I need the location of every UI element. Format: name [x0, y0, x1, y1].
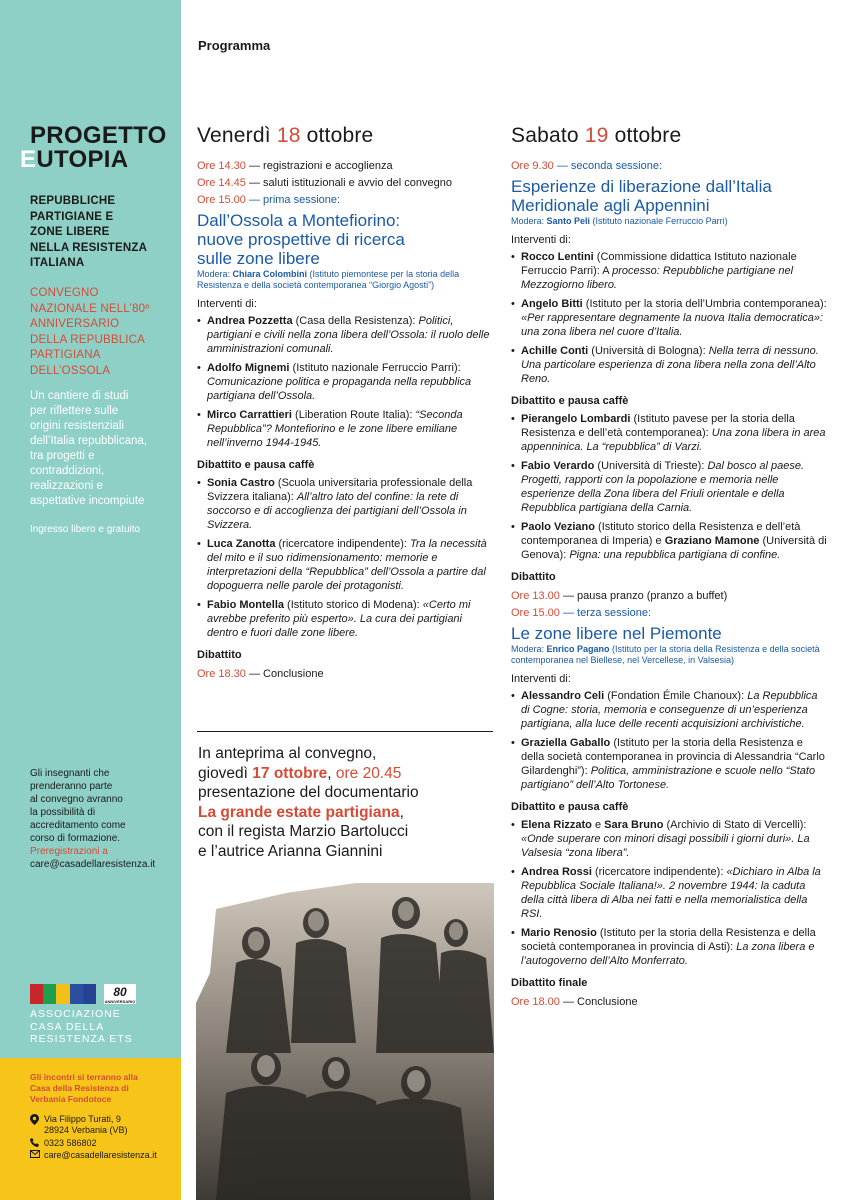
- break-label: Dibattito e pausa caffè: [511, 395, 629, 407]
- closing-line: Ore 18.00 — Conclusione: [511, 996, 638, 1008]
- session-line: Ore 15.00 — terza sessione:: [511, 607, 652, 619]
- moderator: Modera: Chiara Colombini (Istituto piemontese per la storia della Resistenza e della società contemporanea “Giorgio Agosti”): [197, 269, 460, 290]
- debate-label: Dibattito: [197, 649, 242, 661]
- lunch-line: Ore 13.00 — pausa pranzo (pranzo a buffet): [511, 590, 728, 602]
- partisans-group-photo: [196, 883, 494, 1200]
- final-debate-label: Dibattito finale: [511, 977, 588, 989]
- session-title: Le zone libere nel Piemonte: [511, 624, 722, 643]
- saturday-date: Sabato 19 ottobre: [511, 124, 682, 147]
- saturday-column: [511, 124, 829, 1011]
- speakers-label: Interventi di:: [197, 298, 257, 310]
- association-name: ASSOCIAZIONE CASA DELLA RESISTENZA ETS: [30, 1008, 133, 1045]
- contact-address: Via Filippo Turati, 9 28924 Verbania (VB): [30, 1114, 180, 1136]
- flags-logo: [30, 984, 96, 1004]
- talk-item: • Graziella Gaballo (Istituto per la storia della Resistenza e della società contemporanea in provincia di Alessandria “Carlo Gilardenghi”): Politica, amministrazione e scuole nello “Stato partigiano” dell’Alto Tortonese.: [511, 737, 825, 791]
- moderator: Modera: Santo Peli (Istituto nazionale Ferruccio Parri): [511, 216, 728, 226]
- contact-phone: 0323 586802: [30, 1138, 180, 1150]
- debate-label: Dibattito: [511, 571, 556, 583]
- schedule-line: Ore 14.45 — saluti istituzionali e avvio del convegno: [197, 177, 452, 189]
- talk-item: • Andrea Pozzetta (Casa della Resistenza): Politici, partigiani e civili nella zona libera dell’Ossola: il ruolo delle amministrazioni comunali.: [197, 315, 490, 355]
- brand-line2: UTOPIA: [36, 146, 129, 173]
- documentary-title: La grande estate partigiana: [198, 803, 400, 821]
- break-label: Dibattito e pausa caffè: [511, 801, 629, 813]
- section-divider: [197, 731, 493, 732]
- talk-item: • Angelo Bitti (Istituto per la storia dell’Umbria contemporanea): «Per rappresentare degnamente la nuova Italia democratica»: una zona libera nel cuore d’Italia.: [511, 298, 827, 338]
- schedule-line: Ore 14.30 — registrazioni e accoglienza: [197, 160, 393, 172]
- talk-item: • Sonia Castro (Scuola universitaria professionale della Svizzera italiana): All’altro lato del confine: la rete di soccorso e di accoglienza dei partigiani dell’Ossola in Svizzera.: [197, 477, 473, 531]
- anniversary-80-logo: 80 ANNIVERSARIO: [104, 985, 136, 1004]
- talk-item: • Achille Conti (Università di Bologna): Nella terra di nessuno. Una particolare esperienza di zona libera nella zona dell’Alto Reno.: [511, 345, 819, 385]
- speakers-label: Interventi di:: [511, 673, 571, 685]
- brand-letter-e: E: [20, 146, 37, 173]
- conference-heading: REPUBBLICHE PARTIGIANE E ZONE LIBERE NELLA RESISTENZA ITALIANA: [30, 195, 148, 269]
- talk-item: • Pierangelo Lombardi (Istituto pavese per la storia della Resistenza e dell’età contemporanea): Una zona libera in area appenninica. La “repubblica” di Varzi.: [511, 413, 826, 453]
- preregistration-email[interactable]: care@casadellaresistenza.it: [30, 859, 156, 870]
- friday-column: [197, 124, 495, 683]
- brand-line1: PROGETTO: [30, 122, 167, 149]
- talk-item: • Alessandro Celi (Fondation Émile Chanoux): La Repubblica di Cogne: storia, memoria e conseguenze di un’esperienza partigiana, alla luce delle recenti acquisizioni archivistiche.: [511, 690, 818, 730]
- talk-item: • Fabio Montella (Istituto storico di Modena): «Certo mi avrebbe preferito più esperto». La cura dei partigiani dentro e fuori dalle zone libere.: [197, 599, 471, 639]
- talk-item: • Fabio Verardo (Università di Trieste): Dal bosco al paese. Progetti, rapporti con la popolazione e memoria nelle esperienze della Zona libera del Friuli orientale e della Repubblica partigiana della Carnia.: [511, 460, 805, 514]
- venue-note: Gli incontri si terranno alla Casa della Resistenza di Verbania Fondotoce: [30, 1072, 138, 1104]
- talk-item: • Rocco Lentini (Commissione didattica Istituto nazionale Ferruccio Parri): A processo: Repubbliche partigiane nel Mezzogiorno libero.: [511, 251, 797, 291]
- session-title: Dall’Ossola a Montefiorino: nuove prospettive di ricerca sulle zone libere: [197, 211, 405, 268]
- preregistration-label: Preregistrazioni a: [30, 846, 108, 857]
- brand-title: [20, 122, 180, 173]
- email-icon: [30, 1150, 44, 1161]
- conference-description: Un cantiere di studi per riflettere sulle origini resistenziali dell’Italia repubblicana, tra progetti e contraddizioni, realizzazioni e aspettative incompiute: [30, 390, 147, 507]
- conference-subheading: CONVEGNO NAZIONALE NELL’80º ANNIVERSARIO DELLA REPUBBLICA PARTIGIANA DELL’OSSOLA: [30, 287, 150, 377]
- brand-logo: [20, 122, 180, 173]
- moderator: Modera: Enrico Pagano (Istituto per la storia della Resistenza e della società contemporanea nel Biellese, nel Vercellese, in Valsesia): [511, 644, 820, 665]
- session-title: Esperienze di liberazione dall’Italia Meridionale agli Appennini: [511, 177, 772, 215]
- teachers-note: Gli insegnanti che prenderanno parte al convegno avranno la possibilità di accreditamento come corso di formazione. Preregistrazioni a care@casadellaresistenza.it: [30, 767, 175, 871]
- partner-logos: [30, 984, 140, 1006]
- talk-item: • Mirco Carrattieri (Liberation Route Italia): “Seconda Repubblica”? Montefiorino e le zone libere emiliane nell’inverno 1944-1945.: [197, 409, 463, 449]
- speakers-label: Interventi di:: [511, 234, 571, 246]
- talk-item: • Adolfo Mignemi (Istituto nazionale Ferruccio Parri): Comunicazione politica e propaganda nella repubblica partigiana dell’Ossola.: [197, 362, 472, 402]
- free-entry-note: Ingresso libero e gratuito: [30, 524, 141, 535]
- break-label: Dibattito e pausa caffè: [197, 459, 315, 471]
- documentary-preview: In anteprima al convegno, giovedì 17 ottobre, ore 20.45 presentazione del documentario La grande estate partigiana, con il regista Marzio Bartolucci e l’autrice Arianna Giannini: [198, 745, 419, 860]
- talk-item: • Paolo Veziano (Istituto storico della Resistenza e dell’età contemporanea di Imperia) e Graziano Mamone (Università di Genova): Pigna: una repubblica partigiana di confine.: [511, 521, 827, 561]
- talk-item: • Luca Zanotta (ricercatore indipendente): Tra la necessità del mito e il suo ridimensionamento: memorie e interpretazioni della “Repubblica” dell’Ossola a partire dal dopoguerra nelle parole dei protagonisti.: [197, 538, 487, 592]
- session-line: Ore 9.30 — seconda sessione:: [511, 160, 663, 172]
- phone-icon: [30, 1138, 44, 1150]
- friday-date: Venerdì 18 ottobre: [197, 124, 374, 147]
- closing-line: Ore 18.30 — Conclusione: [197, 668, 324, 680]
- talk-item: • Mario Renosio (Istituto per la storia della Resistenza e della società contemporanea in provincia di Asti): La zona libera e l’autogoverno dell’Alto Monferrato.: [511, 927, 816, 967]
- session-line: Ore 15.00 — prima sessione:: [197, 194, 341, 206]
- contact-email: care@casadellaresistenza.it: [30, 1150, 180, 1161]
- talk-item: • Elena Rizzato e Sara Bruno (Archivio di Stato di Vercelli): «Onde superare con minori disagi possibili i giorni duri». La Valsesia “zona libera”.: [511, 819, 810, 859]
- program-label: Programma: [198, 38, 271, 53]
- talk-item: • Andrea Rossi (ricercatore indipendente): «Dichiaro in Alba la Repubblica Sociale Italiana!». 2 novembre 1944: la caduta della città libera di Alba nei fatti e nella memorialistica della RSI.: [511, 866, 821, 920]
- location-pin-icon: [30, 1114, 44, 1136]
